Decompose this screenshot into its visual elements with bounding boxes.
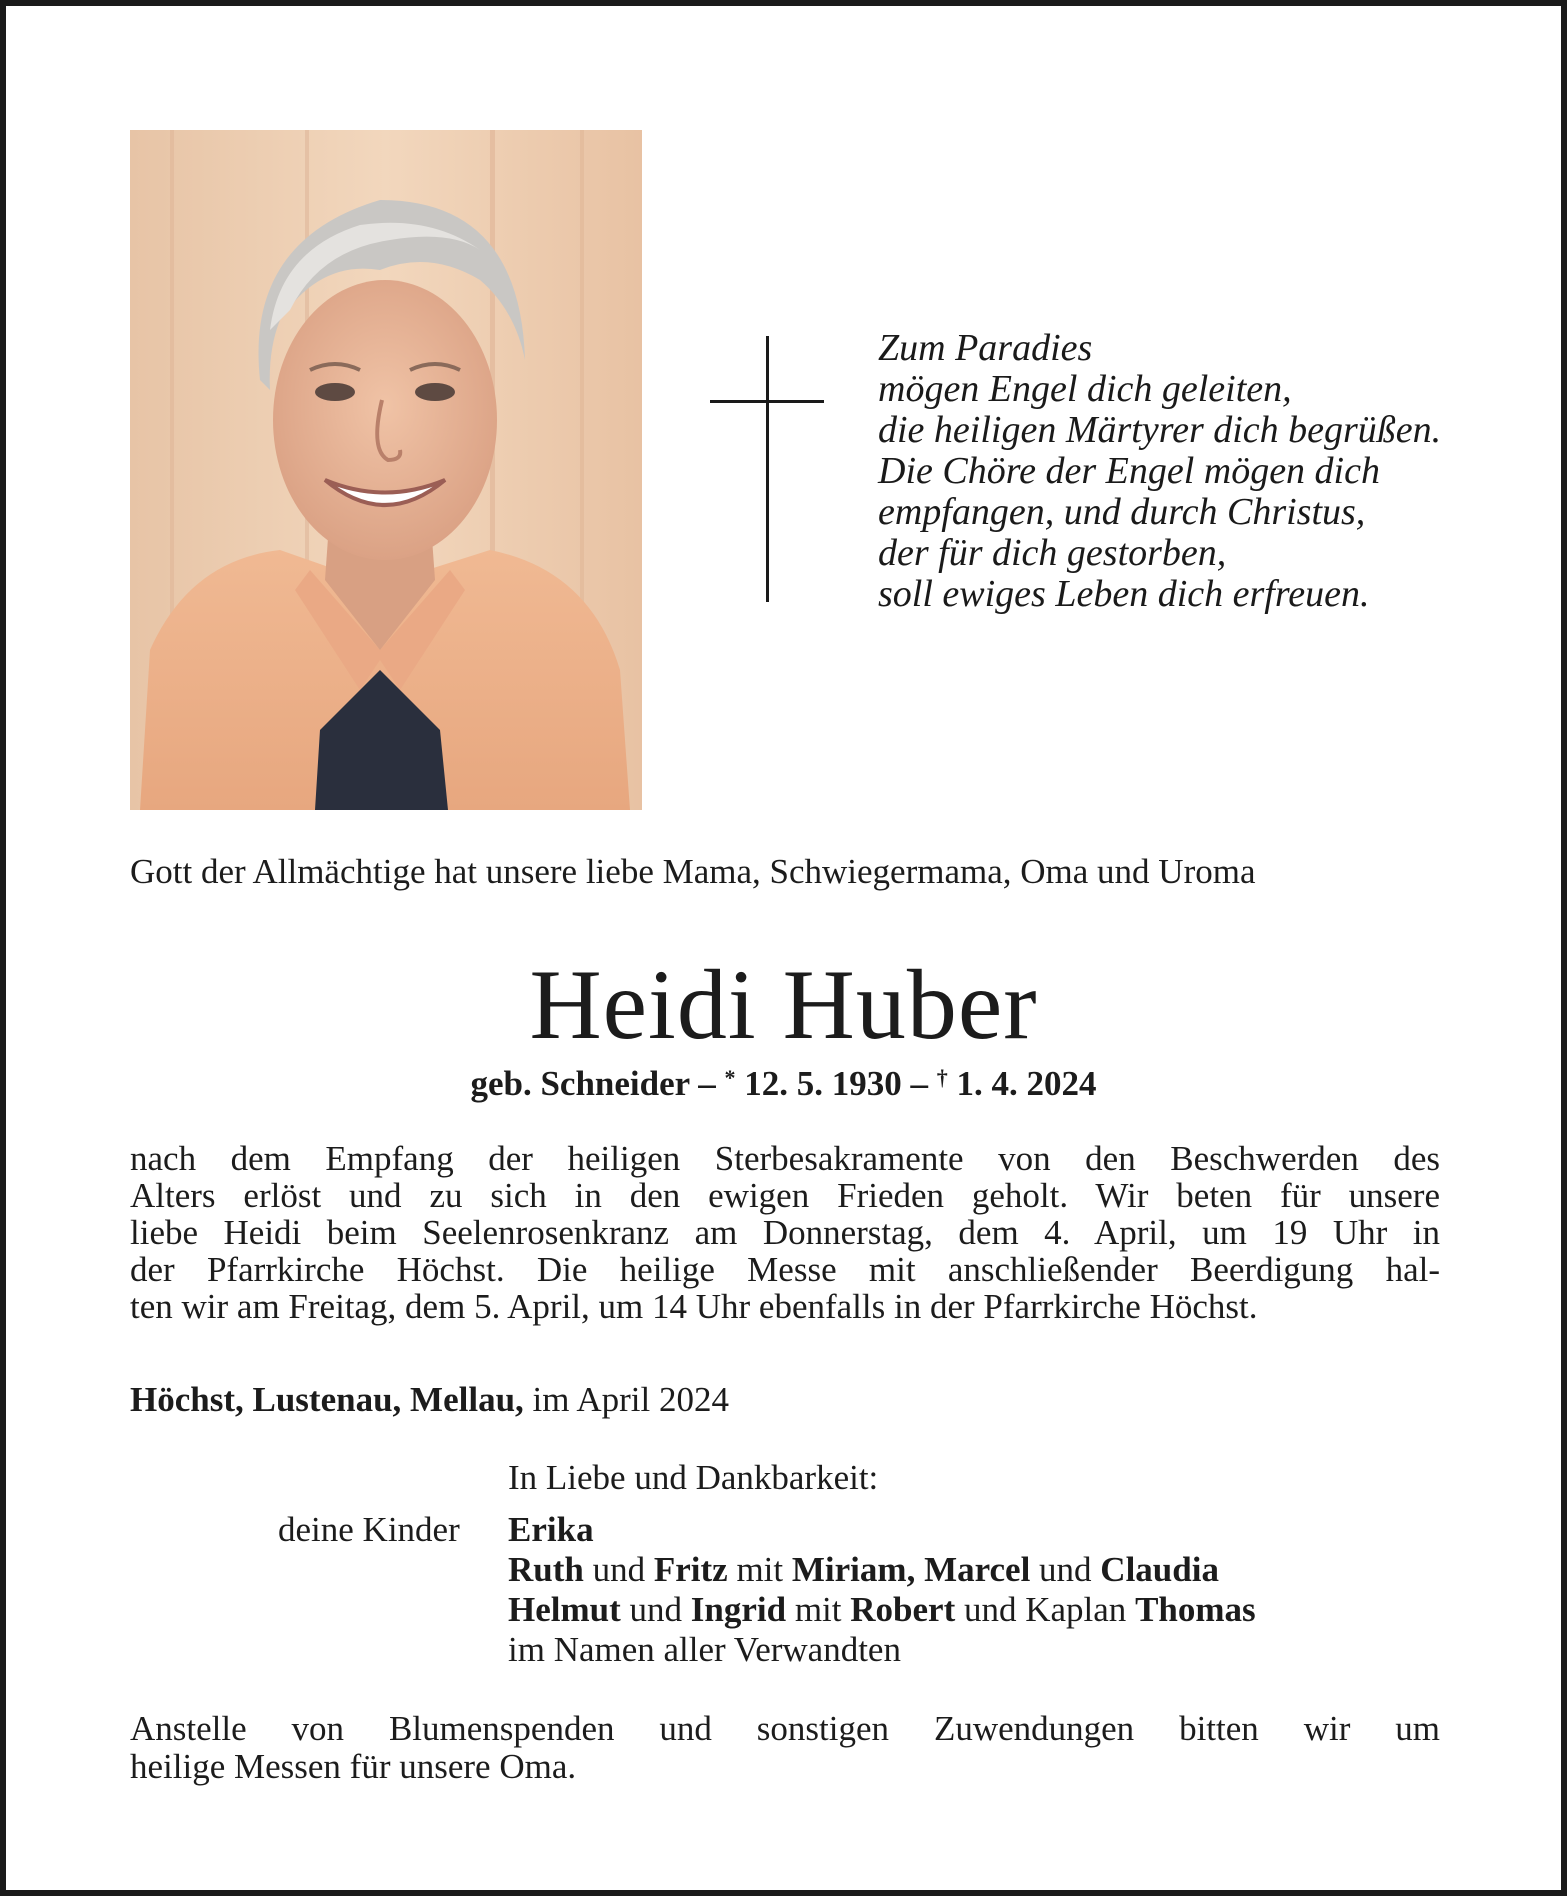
maiden-name: geb. Schneider xyxy=(470,1064,690,1103)
month-year: im April 2024 xyxy=(532,1380,729,1419)
poem-line: Zum Paradies xyxy=(878,327,1093,369)
died-symbol: † xyxy=(936,1065,948,1090)
family-name: Ingrid xyxy=(690,1590,787,1629)
family-name: Miriam, Marcel xyxy=(791,1550,1031,1589)
born-symbol: * xyxy=(724,1065,736,1090)
death-date: 1. 4. 2024 xyxy=(956,1064,1097,1103)
poem-line: empfangen, und durch Christus, xyxy=(878,491,1366,533)
poem-line: soll ewiges Leben dich erfreuen. xyxy=(878,573,1370,615)
thanks-line: In Liebe und Dankbarkeit: xyxy=(508,1458,879,1497)
family-line: im Namen aller Verwandten xyxy=(508,1630,901,1669)
birth-date: 12. 5. 1930 xyxy=(744,1064,902,1103)
donation-note xyxy=(130,1710,1440,1786)
family-line xyxy=(508,1510,1256,1550)
cross-icon-bar xyxy=(710,400,824,403)
deceased-name: Heidi Huber xyxy=(529,949,1038,1060)
text-line: heilige Messen für unsere Oma. xyxy=(130,1747,577,1786)
poem-line: mögen Engel dich geleiten, xyxy=(878,368,1292,410)
connector: mit xyxy=(736,1550,784,1589)
towns: Höchst, Lustenau, Mellau, xyxy=(130,1380,524,1419)
connector: und xyxy=(1039,1550,1092,1589)
family-name: Fritz xyxy=(653,1550,728,1589)
family-line xyxy=(508,1590,1256,1630)
connector: mit xyxy=(794,1590,842,1629)
poem xyxy=(878,328,1518,615)
text-line: der Pfarrkirche Höchst. Die heilige Messe mit anschließender Beerdigung hal- xyxy=(130,1250,1440,1289)
family-name: Claudia xyxy=(1100,1550,1219,1589)
portrait-photo xyxy=(130,130,642,810)
text-line: Alters erlöst und zu sich in den ewigen Frieden geholt. Wir beten für unsere xyxy=(130,1176,1440,1215)
text-line: ten wir am Freitag, dem 5. April, um 14 Uhr ebenfalls in der Pfarrkirche Höchst. xyxy=(130,1287,1258,1326)
family-name: Erika xyxy=(508,1510,594,1549)
place-date xyxy=(130,1380,729,1420)
intro-text: Gott der Allmächtige hat unsere liebe Mama, Schwiegermama, Oma und Uroma xyxy=(130,852,1256,891)
connector: und Kaplan xyxy=(963,1590,1127,1629)
poem-line: Die Chöre der Engel mögen dich xyxy=(878,450,1380,492)
poem-line: der für dich gestorben, xyxy=(878,532,1227,574)
text-line: Anstelle von Blumenspenden und sonstigen Zuwendungen bitten wir um xyxy=(130,1709,1440,1748)
kids-label: deine Kinder xyxy=(278,1510,460,1549)
family-name: Ruth xyxy=(508,1550,584,1589)
announcement-text xyxy=(130,1140,1440,1325)
life-dates: geb. Schneider – * 12. 5. 1930 – † 1. 4. 2024 xyxy=(470,1064,1097,1103)
family-line xyxy=(508,1550,1256,1590)
connector: und xyxy=(592,1550,646,1589)
family-list xyxy=(508,1510,1256,1670)
family-name: Thomas xyxy=(1135,1590,1256,1629)
cross-icon xyxy=(766,336,769,602)
text-line: liebe Heidi beim Seelenrosenkranz am Donnerstag, dem 4. April, um 19 Uhr in xyxy=(130,1213,1440,1252)
family-name: Helmut xyxy=(508,1590,621,1629)
text-line: nach dem Empfang der heiligen Sterbesakramente von den Beschwerden des xyxy=(130,1139,1440,1178)
family-name: Robert xyxy=(850,1590,956,1629)
connector: und xyxy=(629,1590,683,1629)
poem-line: die heiligen Märtyrer dich begrüßen. xyxy=(878,409,1442,451)
